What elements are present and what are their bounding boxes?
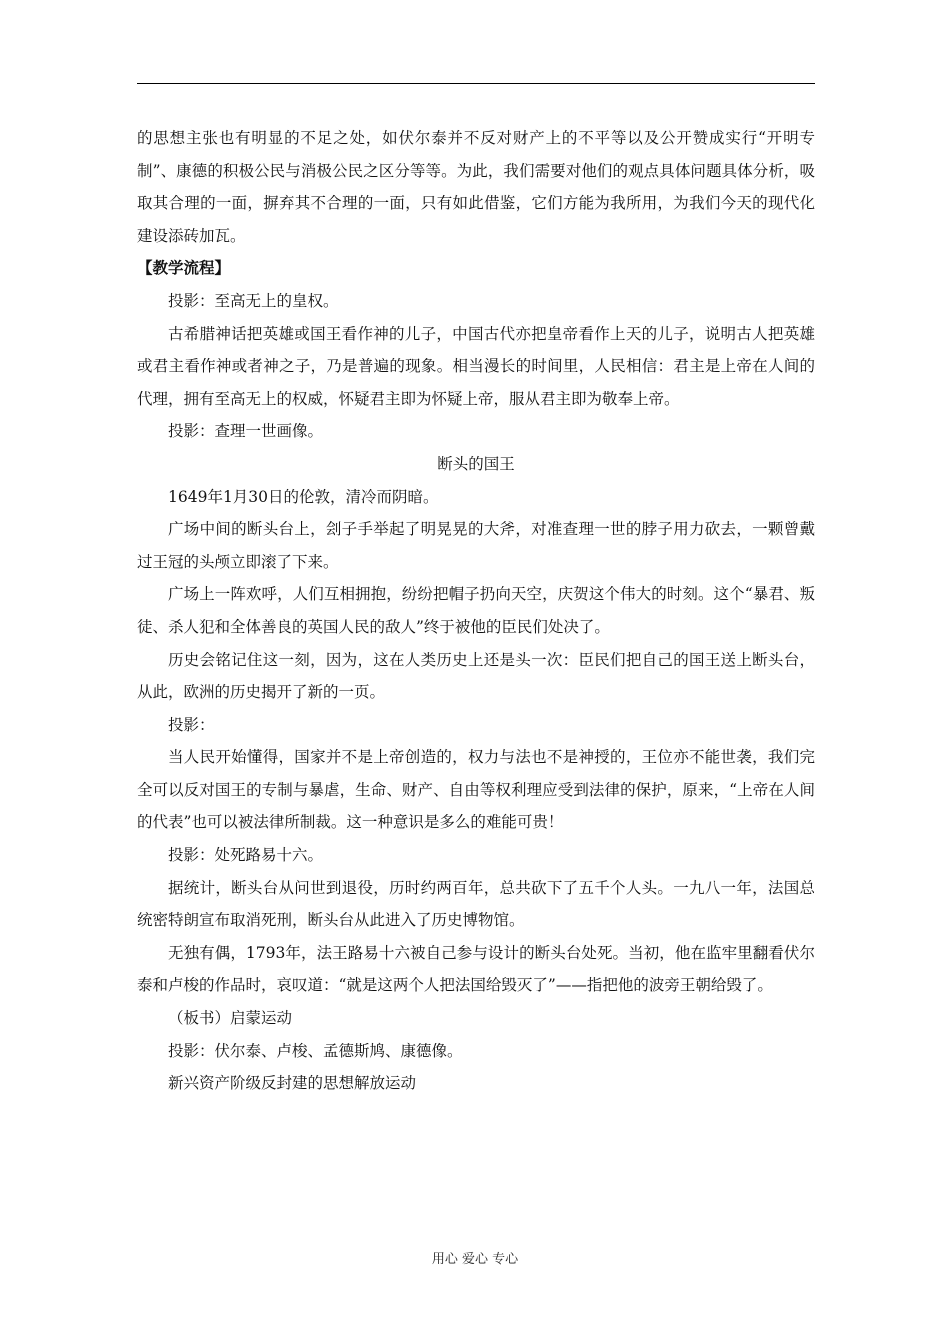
paragraph: 广场中间的断头台上，刽子手举起了明晃晃的大斧，对准查理一世的脖子用力砍去，一颗曾戴过王冠的头颅立即滚了下来。 bbox=[137, 520, 815, 571]
paragraph: 广场上一阵欢呼，人们互相拥抱，纷纷把帽子扔向天空，庆贺这个伟大的时刻。这个“暴君、叛徒、杀人犯和全体善良的英国人民的敌人”终于被他的臣民们处决了。 bbox=[137, 585, 815, 636]
paragraph: 历史会铭记住这一刻，因为，这在人类历史上还是头一次：臣民们把自己的国王送上断头台，从此，欧洲的历史揭开了新的一页。 bbox=[137, 650, 815, 702]
page-footer: 用心 爱心 专心 bbox=[431, 1252, 519, 1267]
paragraph: 投影：伏尔泰、卢梭、孟德斯鸠、康德像。 bbox=[168, 1041, 463, 1060]
paragraph: 1649年1月30日的伦敦，清冷而阴暗。 bbox=[168, 487, 439, 506]
section-heading: 【教学流程】 bbox=[137, 258, 231, 278]
paragraph: 当人民开始懂得，国家并不是上帝创造的，权力与法也不是神授的，王位亦不能世袭，我们完全可以反对国王的专制与暴虐，生命、财产、自由等权利理应受到法律的保护，原来，“上帝在人间的代表”也可以被法律所制裁。这一种意识是多么的难能可贵！ bbox=[137, 748, 815, 832]
paragraph: 据统计，断头台从问世到退役，历时约两百年，总共砍下了五千个人头。一九八一年，法国总统密特朗宣布取消死刑，断头台从此进入了历史博物馆。 bbox=[137, 878, 815, 930]
paragraph: 的思想主张也有明显的不足之处，如伏尔泰并不反对财产上的不平等以及公开赞成实行“开明专制”、康德的积极公民与消极公民之区分等等。为此，我们需要对他们的观点具体问题具体分析，吸取其合理的一面，摒弃其不合理的一面，只有如此借鉴，它们方能为我所用，为我们今天的现代化建设添砖加瓦。 bbox=[137, 129, 815, 245]
paragraph: 投影：查理一世画像。 bbox=[168, 422, 324, 441]
paragraph: 投影：至高无上的皇权。 bbox=[168, 291, 339, 310]
paragraph: （板书）启蒙运动 bbox=[168, 1009, 293, 1028]
document-body bbox=[137, 122, 815, 1100]
paragraph: 无独有偶，1793年，法王路易十六被自己参与设计的断头台处死。当初，他在监牢里翻看伏尔泰和卢梭的作品时，哀叹道：“就是这两个人把法国给毁灭了”——指把他的波旁王朝给毁了。 bbox=[137, 943, 815, 995]
subsection-title: 断头的国王 bbox=[437, 454, 515, 473]
paragraph: 新兴资产阶级反封建的思想解放运动 bbox=[168, 1074, 417, 1093]
paragraph: 古希腊神话把英雄或国王看作神的儿子，中国古代亦把皇帝看作上天的儿子，说明古人把英雄或君主看作神或者神之子，乃是普遍的现象。相当漫长的时间里，人民相信：君主是上帝在人间的代理，拥有至高无上的权威，怀疑君主即为怀疑上帝，服从君主即为敬奉上帝。 bbox=[137, 324, 815, 408]
header-rule bbox=[137, 83, 815, 84]
paragraph: 投影：处死路易十六。 bbox=[168, 846, 324, 865]
paragraph: 投影： bbox=[168, 715, 215, 734]
